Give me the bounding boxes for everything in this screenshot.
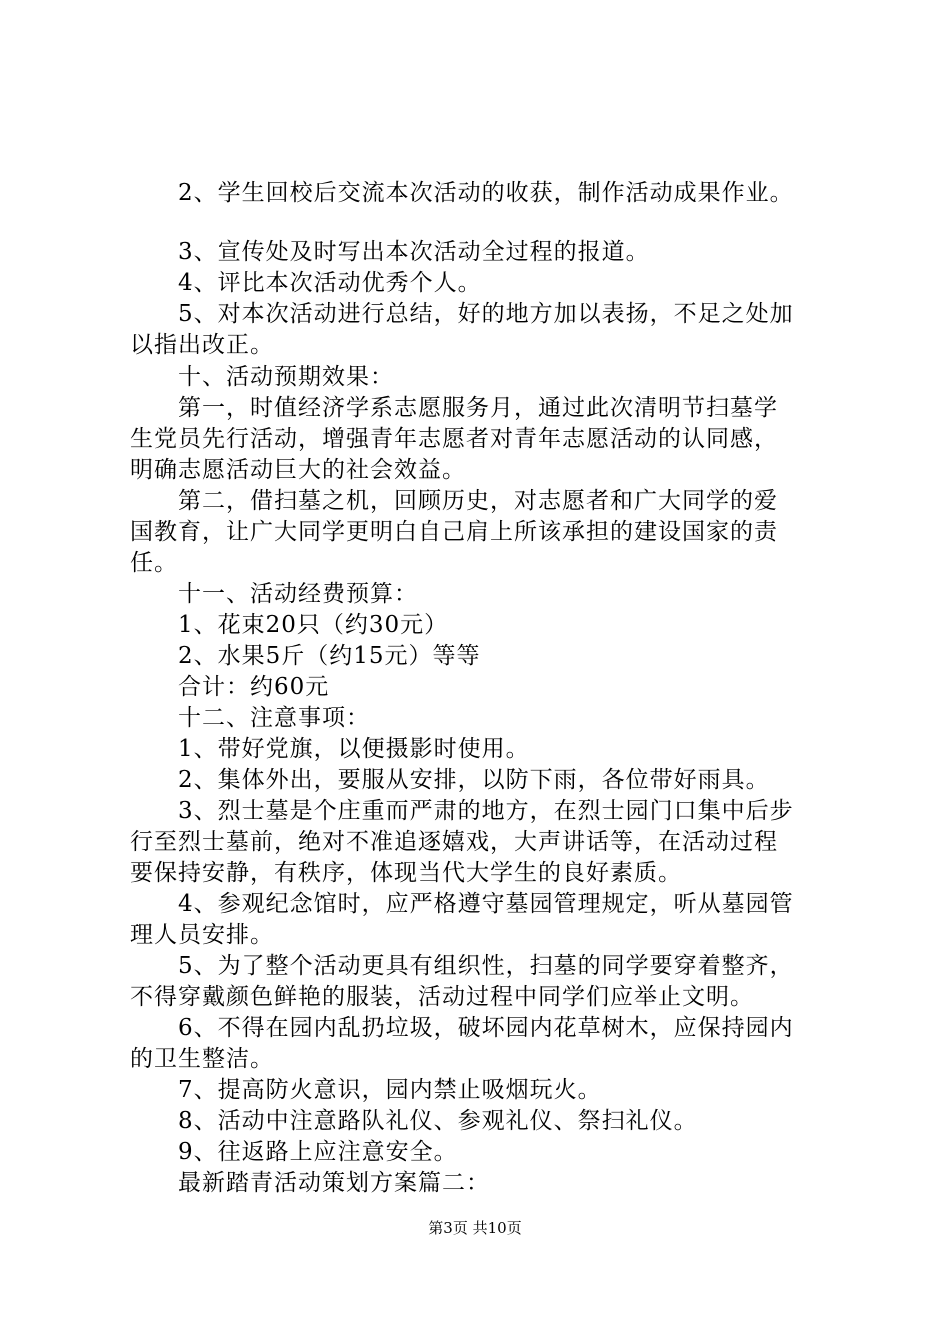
section-heading: 十二、注意事项： (130, 705, 370, 731)
paragraph-line: 9、往返路上应注意安全。 (130, 1139, 458, 1165)
paragraph-line: 不得穿戴颜色鲜艳的服装，活动过程中同学们应举止文明。 (130, 984, 754, 1010)
page-number-footer: 第3页 共10页 (428, 1219, 522, 1237)
paragraph-line: 2、集体外出，要服从安排，以防下雨，各位带好雨具。 (130, 767, 770, 793)
paragraph-line: 明确志愿活动巨大的社会效益。 (130, 457, 466, 483)
paragraph-line: 国教育，让广大同学更明白自己肩上所该承担的建设国家的责 (130, 519, 778, 545)
paragraph-line: 6、不得在园内乱扔垃圾，破坏园内花草树木，应保持园内 (130, 1015, 794, 1041)
paragraph-line: 第二，借扫墓之机，回顾历史，对志愿者和广大同学的爱 (130, 488, 778, 514)
paragraph-line: 4、参观纪念馆时，应严格遵守墓园管理规定，听从墓园管 (130, 891, 794, 917)
paragraph-line: 要保持安静，有秩序，体现当代大学生的良好素质。 (130, 860, 682, 886)
paragraph-line: 1、带好党旗，以便摄影时使用。 (130, 736, 530, 762)
paragraph-line: 4、评比本次活动优秀个人。 (130, 270, 482, 296)
paragraph-line: 5、对本次活动进行总结，好的地方加以表扬，不足之处加 (130, 301, 794, 327)
paragraph-line: 行至烈士墓前，绝对不准追逐嬉戏，大声讲话等，在活动过程 (130, 829, 778, 855)
paragraph-line: 的卫生整洁。 (130, 1046, 274, 1072)
paragraph-line: 2、学生回校后交流本次活动的收获，制作活动成果作业。 (130, 180, 794, 206)
paragraph-line: 任。 (130, 550, 178, 576)
paragraph-line: 7、提高防火意识，园内禁止吸烟玩火。 (130, 1077, 602, 1103)
paragraph-line: 1、花束20只（约30元） (130, 612, 449, 638)
paragraph-line: 理人员安排。 (130, 922, 274, 948)
section-heading: 最新踏青活动策划方案篇二： (130, 1170, 490, 1196)
paragraph-line: 合计：约60元 (130, 674, 330, 700)
paragraph-line: 3、宣传处及时写出本次活动全过程的报道。 (130, 239, 650, 265)
paragraph-line: 生党员先行活动，增强青年志愿者对青年志愿活动的认同感， (130, 426, 778, 452)
section-heading: 十、活动预期效果： (130, 364, 394, 390)
paragraph-line: 第一，时值经济学系志愿服务月，通过此次清明节扫墓学 (130, 395, 778, 421)
paragraph-line: 5、为了整个活动更具有组织性，扫墓的同学要穿着整齐， (130, 953, 794, 979)
section-heading: 十一、活动经费预算： (130, 581, 418, 607)
paragraph-line: 2、水果5斤（约15元）等等 (130, 643, 481, 669)
paragraph-line: 8、活动中注意路队礼仪、参观礼仪、祭扫礼仪。 (130, 1108, 698, 1134)
paragraph-line: 以指出改正。 (130, 332, 274, 358)
paragraph-line: 3、烈士墓是个庄重而严肃的地方，在烈士园门口集中后步 (130, 798, 794, 824)
